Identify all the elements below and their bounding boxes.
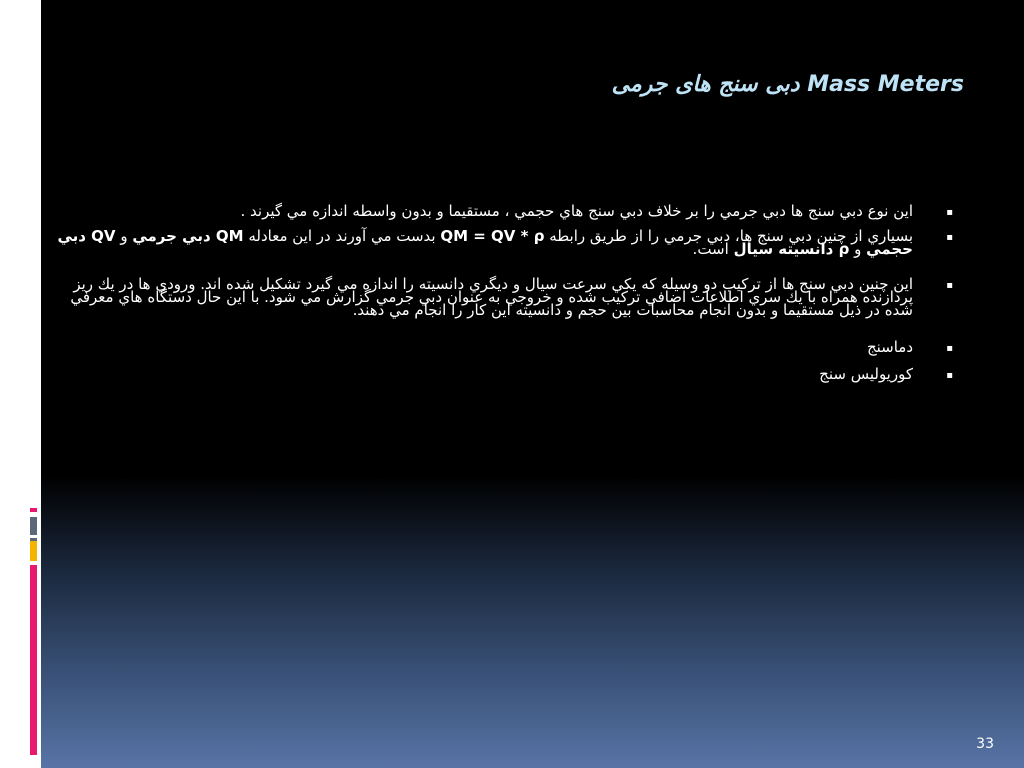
bullet-text: است. xyxy=(692,240,734,258)
decor-stripe-yellow xyxy=(30,541,37,561)
bullet-text: كوريوليس سنج xyxy=(819,365,913,383)
term-volume-flow: QV دبي حجمي xyxy=(57,227,913,258)
conjunction: و xyxy=(849,240,867,258)
bullet-item xyxy=(55,365,955,383)
bullet-item xyxy=(55,275,955,319)
bullet-item xyxy=(55,338,955,356)
page-number: 33 xyxy=(976,736,994,752)
content-area xyxy=(55,202,955,393)
bullet-marker: ▪ xyxy=(946,343,953,354)
bullet-marker: ▪ xyxy=(946,280,953,291)
bullet-text: بدست مي آورند در اين معادله xyxy=(243,227,441,245)
term-mass-flow: QM دبي جرمي xyxy=(132,227,244,245)
bullet-text: اين نوع دبي سنج ها دبي جرمي را بر خلاف دبي سنج هاي حجمي ، مستقيما و بدون واسطه اندازه مي گيرند . xyxy=(240,202,913,220)
decor-stripe-gray-top xyxy=(30,517,37,535)
bullet-item xyxy=(55,202,955,220)
bullet-text: اين چنين دبي سنج ها از تركيب دو وسيله كه يكي سرعت سيال و ديگري دانسيته را اندازه مي گيرد تشكيل شده اند. ورودي ها در يك ريز پردازنده همراه با يك سري اطلاعات اضافي تركيب شده و خروجي به عنوان دبي جرمي گزارش مي شود. با اين حال دستگاه هاي معرفي شده در ذيل مستقيما و بدون انجام محاسبات بين حجم و دانسيته اين كار را انجام مي دهند. xyxy=(70,275,913,319)
bullet-marker: ▪ xyxy=(946,370,953,381)
decor-stripe-pink-top xyxy=(30,508,37,512)
bullet-marker: ▪ xyxy=(946,207,953,218)
term-density: ρ دانسيته سيال xyxy=(733,240,850,258)
bullet-marker: ▪ xyxy=(946,232,953,243)
bullet-text: دماسنج xyxy=(866,338,913,356)
conjunction: و xyxy=(115,227,133,245)
decor-stripe-pink-long xyxy=(30,565,37,755)
formula: QM = QV * ρ xyxy=(440,227,545,245)
bullet-text: بسياري از چنين دبي سنج ها، دبي جرمي را از طريق رابطه xyxy=(544,227,913,245)
bullet-item xyxy=(55,227,955,258)
slide-title: دبی سنج های جرمی Mass Meters xyxy=(611,72,964,97)
